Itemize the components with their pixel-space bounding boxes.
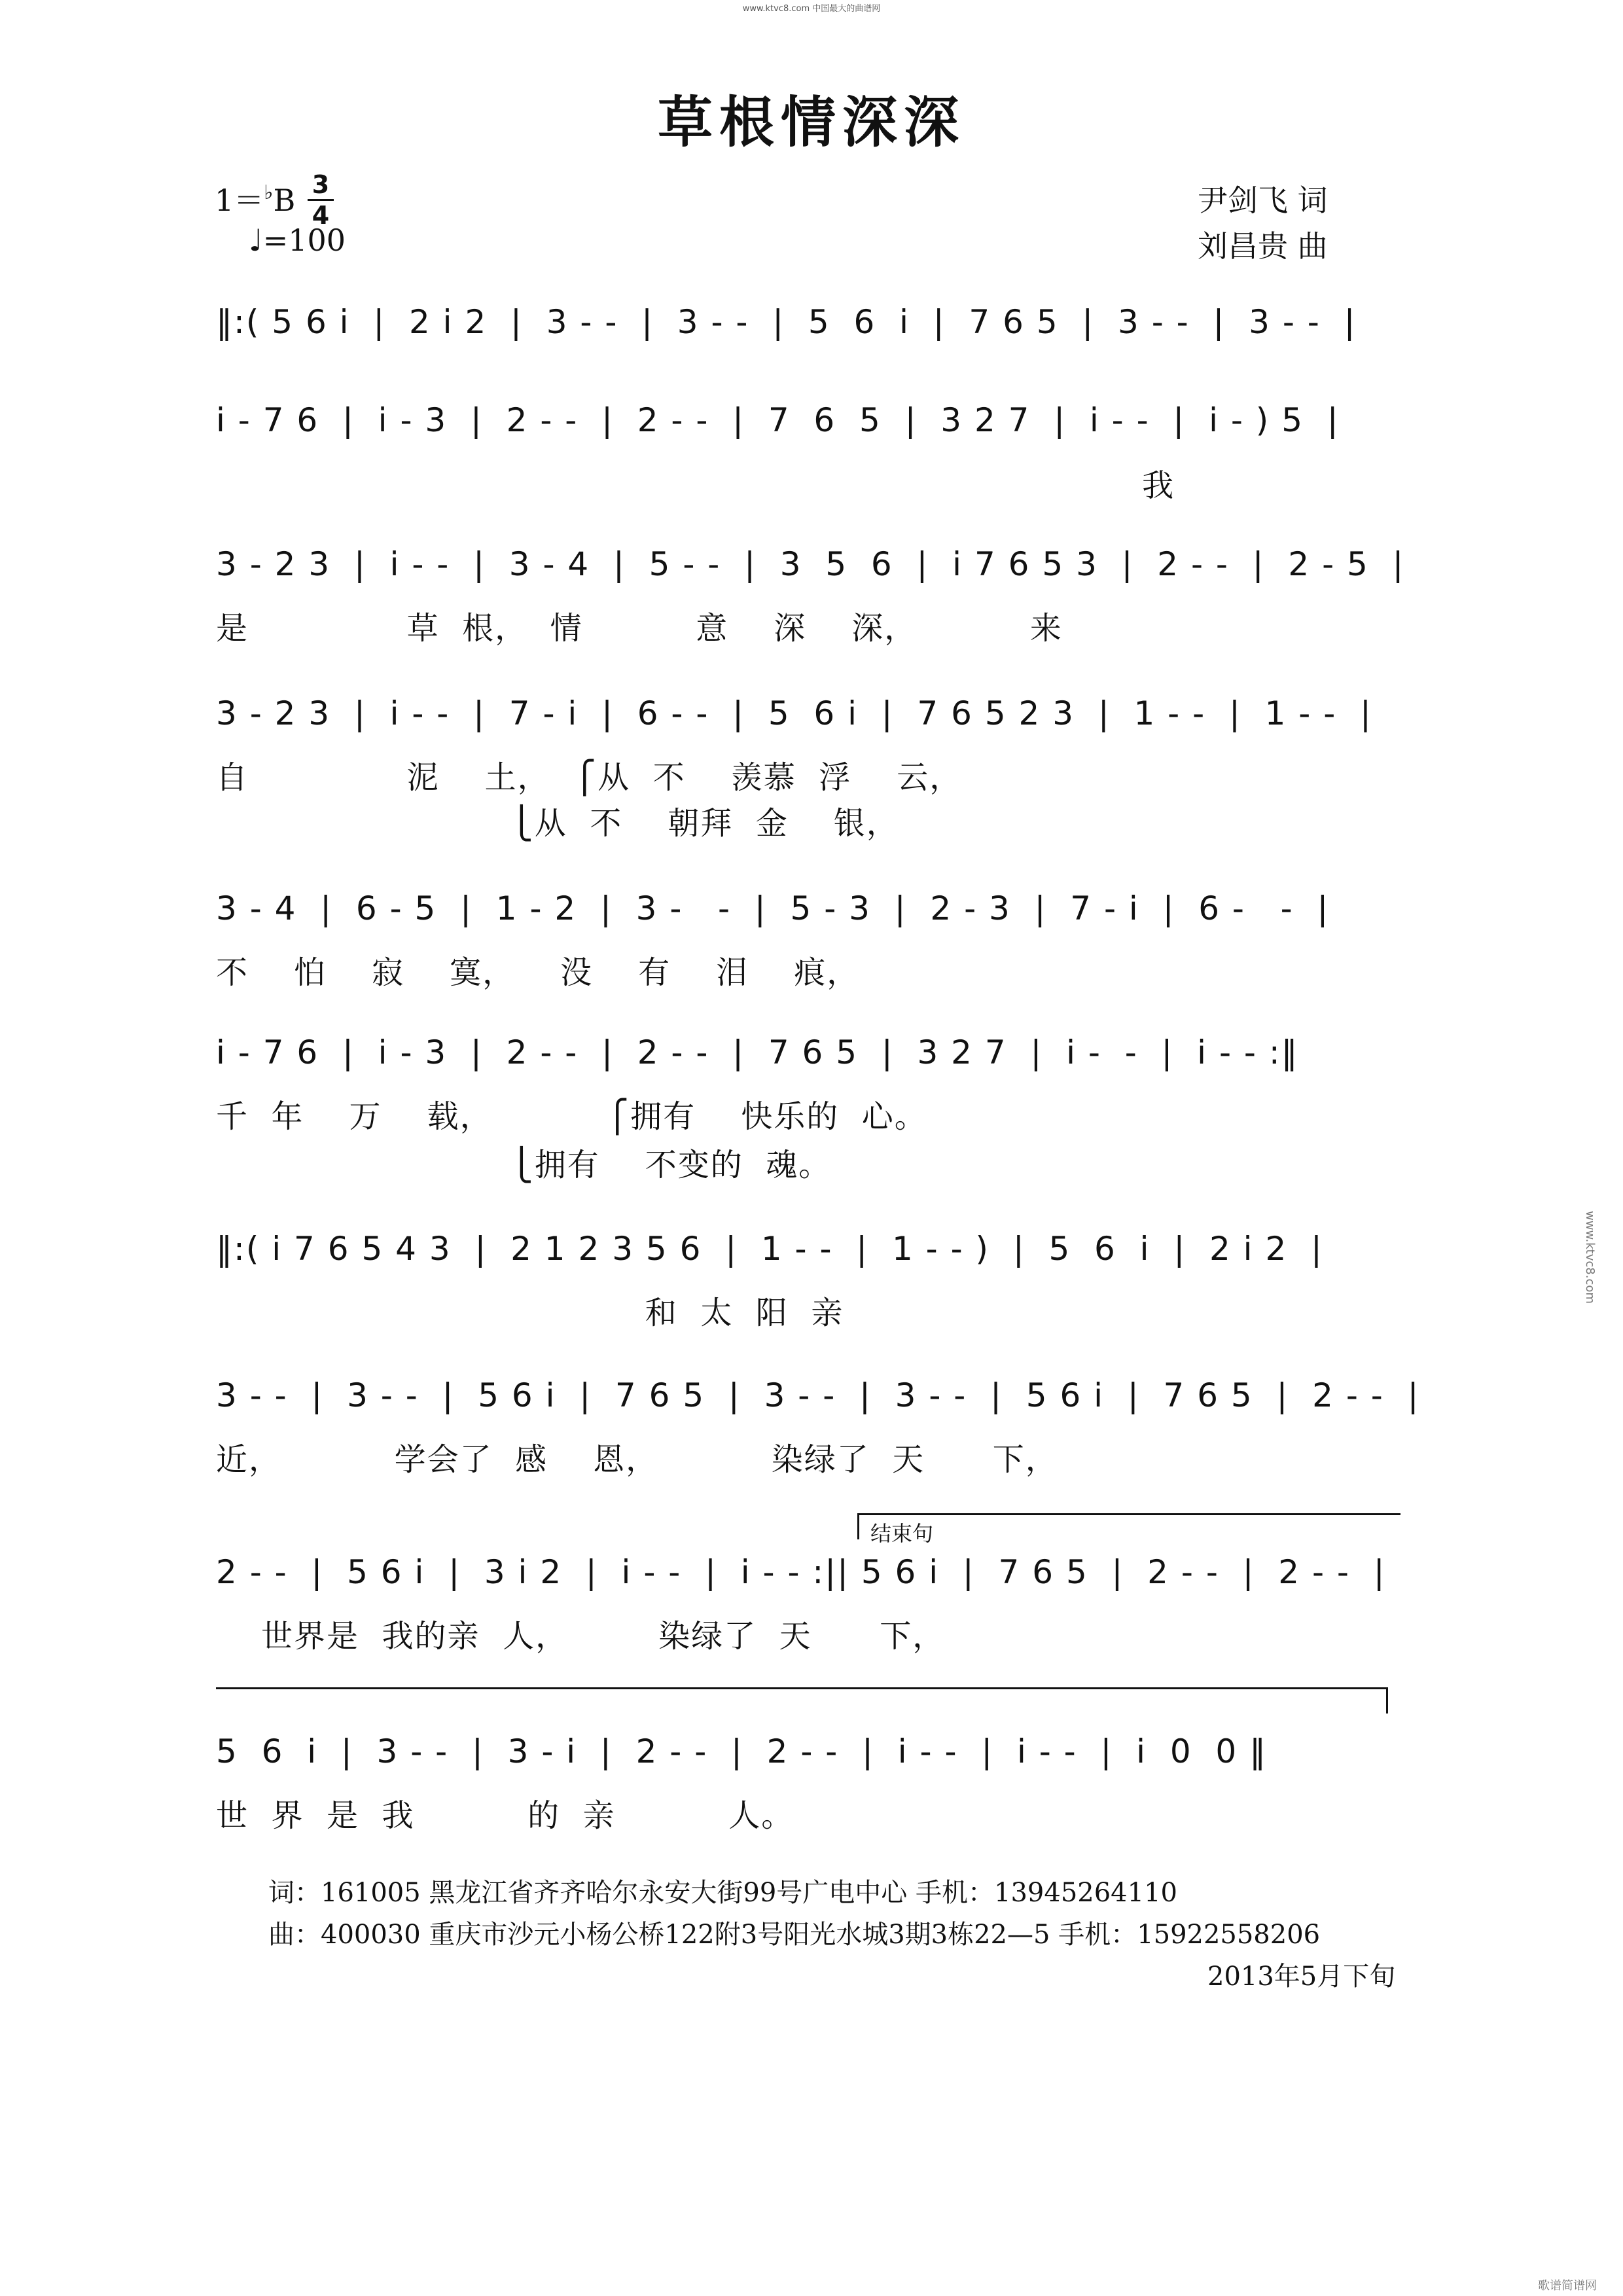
score-row-6: i - 7 6 | i - 3 | 2 - - | 2 - - | 7 6 5 | 3 2 7 | i - - | i - - :‖ [216, 1033, 1299, 1071]
side-watermark: www.ktvc8.com [1583, 1211, 1597, 1304]
lyric-row-9: 世界是 我的亲 人， 染绿了 天 下， [216, 1618, 946, 1655]
score-row-8: 3 - - | 3 - - | 5 6 i | 7 6 5 | 3 - - | 3 - - | 5 6 i | 7 6 5 | 2 - - | [216, 1376, 1420, 1414]
bottom-watermark: 歌谱简谱网 [1538, 2279, 1597, 2293]
lyric-row-4a: 自 泥 土， ⎧从 不 羡慕 浮 云， [216, 759, 963, 796]
time-top: 3 [312, 170, 330, 199]
composer-credit: 刘昌贵 曲 [1198, 228, 1328, 264]
score-row-10: 5 6 i | 3 - - | 3 - i | 2 - - | 2 - - | i - - | i - - | i 0 0 ‖ [216, 1732, 1268, 1770]
score-row-7: ‖:( i 7 6 5 4 3 | 2 1 2 3 5 6 | 1 - - | 1 - - ) | 5 6 i | 2 i 2 | [216, 1230, 1323, 1268]
lyric-row-8: 近， 学会了 感 恩， 染绿了 天 下， [216, 1441, 1058, 1478]
score-row-9: 2 - - | 5 6 i | 3 i 2 | i - - | i - - :|| 5 6 i | 7 6 5 | 2 - - | 2 - - | [216, 1553, 1386, 1591]
lyricist-credit: 尹剑飞 词 [1198, 183, 1328, 218]
time-signature [308, 171, 334, 228]
flat-symbol: ♭ [264, 181, 274, 204]
ending-bracket-line [857, 1513, 1400, 1515]
lyric-row-10: 世 界 是 我 的 亲 人。 [216, 1797, 794, 1834]
time-bottom: 4 [312, 201, 330, 230]
quarter-note-icon: ♩ [249, 223, 263, 258]
lyric-row-7: 和 太 阳 亲 [216, 1295, 844, 1331]
lyric-row-2: 我 [216, 467, 1175, 504]
score-row-2: i - 7 6 | i - 3 | 2 - - | 2 - - | 7 6 5 | 3 2 7 | i - - | i - ) 5 | [216, 401, 1340, 439]
lyric-row-5: 不 怕 寂 寞， 没 有 泪 痕， [216, 954, 860, 991]
score-row-4: 3 - 2 3 | i - - | 7 - i | 6 - - | 5 6 i | 7 6 5 2 3 | 1 - - | 1 - - | [216, 694, 1372, 732]
header-url: www.ktvc8.com 中国最大的曲谱网 [742, 4, 881, 14]
key-note: B [273, 183, 296, 218]
score-row-3: 3 - 2 3 | i - - | 3 - 4 | 5 - - | 3 5 6 | i 7 6 5 3 | 2 - - | 2 - 5 | [216, 545, 1405, 583]
tempo-bpm: =100 [262, 223, 346, 258]
ending-label: 结束句 [870, 1521, 934, 1546]
lyricist-address: 词：161005 黑龙江省齐齐哈尔永安大街99号广电中心 手机：13945264110 [268, 1878, 1177, 1908]
song-title: 草根情深深 [657, 90, 965, 154]
tempo-marking [249, 223, 346, 258]
lyric-row-6b: ⎩拥有 不变的 魂。 [216, 1147, 832, 1183]
date: 2013年5月下旬 [1207, 1962, 1396, 1992]
key-prefix: 1＝ [215, 183, 264, 218]
composer-address: 曲：400030 重庆市沙元小杨公桥122附3号阳光水城3期3栋22—5 手机：15922558206 [268, 1920, 1321, 1950]
score-row-5: 3 - 4 | 6 - 5 | 1 - 2 | 3 - - | 5 - 3 | 2 - 3 | 7 - i | 6 - - | [216, 889, 1330, 927]
lyric-row-3: 是 草 根， 情 意 深 深， 来 [216, 610, 1063, 647]
coda-bracket-line [216, 1687, 1387, 1689]
lyric-row-6a: 千 年 万 载， ⎧拥有 快乐的 心。 [216, 1098, 927, 1135]
key-signature [215, 177, 295, 220]
ending-bracket-tick [857, 1513, 859, 1539]
coda-bracket-tick [1386, 1687, 1388, 1713]
lyric-row-4b: ⎩从 不 朝拜 金 银， [216, 805, 899, 842]
score-row-1: ‖:( 5 6 i | 2 i 2 | 3 - - | 3 - - | 5 6 i | 7 6 5 | 3 - - | 3 - - | [216, 303, 1357, 341]
